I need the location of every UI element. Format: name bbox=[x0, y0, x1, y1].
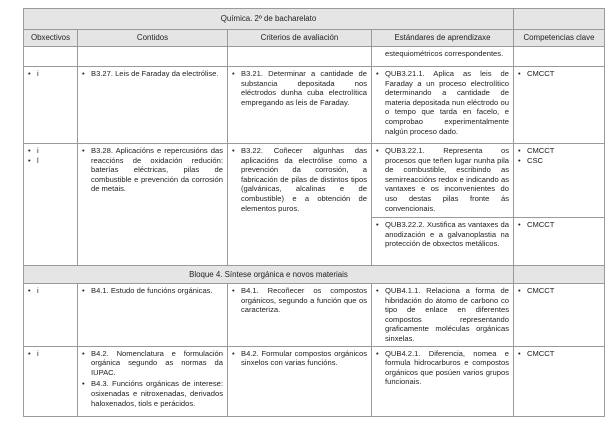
title-row bbox=[24, 9, 605, 30]
criteria-cell: • B4.1. Recoñecer os compostos orgánicos, segundo a función que os caracteriza. bbox=[228, 284, 372, 347]
objectives-cell: • i • l bbox=[24, 144, 78, 266]
continuation-text: estequiométricos correspondentes. bbox=[385, 49, 504, 58]
table-row bbox=[24, 144, 605, 218]
header-row bbox=[24, 30, 605, 47]
criteria-cell: • B4.2. Formular compostos orgánicos sinxelos con varias funcións. bbox=[228, 346, 372, 416]
standard-cell: • QUB4.2.1. Diferencia, nomea e formula hidrocarburos e compostos orgánicos que posúen varios grupos funcionais. bbox=[372, 346, 514, 416]
title-row-filler bbox=[514, 9, 605, 30]
header-standards: Estándares de aprendizaxe bbox=[372, 30, 514, 47]
standard-cell: • QUB3.22.2. Xustifica as vantaxes da anodización e a galvanoplastia na protección de obxectos metálicos. bbox=[372, 218, 514, 266]
criteria-cell: • B3.21. Determinar a cantidade de substancia depositada nos eléctrodos dunha cuba electrolítica empregando as leis de Faraday. bbox=[228, 67, 372, 144]
criteria-cell: • B3.22. Coñecer algunhas das aplicacións da electrólise como a prevención da corrosión, a fabricación de pilas de distintos tipos (galvánicas, alcalinas e de combustible) e a obtención de elementos puros. bbox=[228, 144, 372, 266]
competences-cell: • CMCCT bbox=[514, 67, 605, 144]
objectives-cell: • i bbox=[24, 346, 78, 416]
table-row bbox=[24, 284, 605, 347]
competences-cell: • CMCCT bbox=[514, 218, 605, 266]
block-header-row bbox=[24, 266, 605, 284]
competences-cell: • CMCCT bbox=[514, 346, 605, 416]
competences-cell: • CMCCT • CSC bbox=[514, 144, 605, 218]
contents-cell: • B4.2. Nomenclatura e formulación orgánica segundo as normas da IUPAC. • B4.3. Funcións orgánicas de interese: osixenadas e nitroxenadas, derivados haloxenados, tiols e perácidos. bbox=[78, 346, 228, 416]
competences-cell: • CMCCT bbox=[514, 284, 605, 347]
table-row bbox=[24, 67, 605, 144]
standard-cell: • QUB3.22.1. Representa os procesos que teñen lugar nunha pila de combustible, escribindo as semirreaccións redox e indicando as vantaxes e os inconvenientes do uso destas pilas fronte ás convencionais. bbox=[372, 144, 514, 218]
contents-cell: • B3.27. Leis de Faraday da electrólise. bbox=[78, 67, 228, 144]
table-row bbox=[24, 346, 605, 416]
curriculum-table bbox=[23, 8, 605, 417]
header-objectives: Obxectivos bbox=[24, 30, 78, 47]
standard-cell: • QUB4.1.1. Relaciona a forma de hibridación do átomo de carbono co tipo de enlace en diferentes compostos representando graficamente moléculas orgánicas sinxelas. bbox=[372, 284, 514, 347]
table-title: Química. 2º de bacharelato bbox=[24, 9, 514, 30]
curriculum-document bbox=[23, 8, 604, 439]
objectives-cell: • i bbox=[24, 284, 78, 347]
header-competences: Competencias clave bbox=[514, 30, 605, 47]
block4-title: Bloque 4. Síntese orgánica e novos materiais bbox=[24, 266, 514, 284]
standard-cell: • QUB3.21.1. Aplica as leis de Faraday a un proceso electrolítico determinando a cantidade de materia depositada nun eléctrodo ou o tempo que tarda en facelo, e comprobao experimentalmente nalgún proceso dado. bbox=[372, 67, 514, 144]
header-contents: Contidos bbox=[78, 30, 228, 47]
contents-cell: • B4.1. Estudo de funcións orgánicas. bbox=[78, 284, 228, 347]
contents-cell: • B3.28. Aplicacións e repercusións das reaccións de oxidación redución: baterías eléctricas, pilas de combustible e prevención da corrosión de metais. bbox=[78, 144, 228, 266]
objectives-cell: • i bbox=[24, 67, 78, 144]
header-criteria: Criterios de avaliación bbox=[228, 30, 372, 47]
continuation-row bbox=[24, 47, 605, 67]
